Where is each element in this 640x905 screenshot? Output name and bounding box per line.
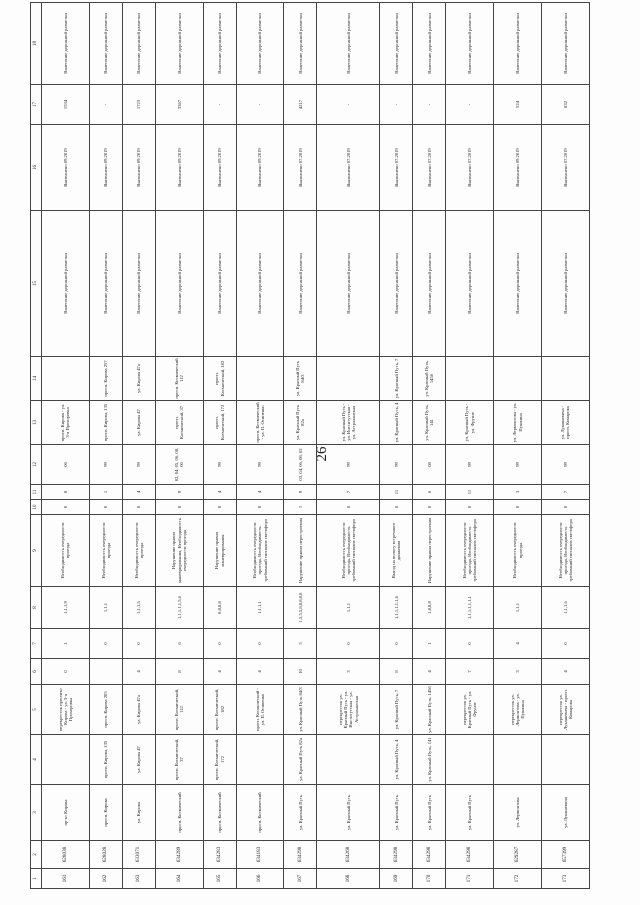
table-cell-to: просп. Космический, 112 (155, 685, 203, 735)
table-cell-c12: 99 (89, 445, 122, 485)
table-cell-to: перекресток проспект Кирова - ул. 3-я Прохоровка (42, 685, 90, 735)
table-cell-c12: 99 (494, 445, 542, 485)
table-cell-to: перекресток ул. Лукашевича - просп. Комарова (541, 685, 589, 735)
table-cell-c15 (317, 357, 380, 401)
table-cell-c18: - (446, 85, 494, 125)
column-number-row (31, 3, 42, 889)
table-cell-code: 634183 (236, 841, 284, 869)
table-cell-c7: 0 (236, 629, 284, 659)
table-cell-c12: 03, 04, 06, 08, 02 (284, 445, 317, 485)
table-cell-c16: Нанесение дорожной разметки (494, 211, 542, 357)
table-cell-name: ул. Красный Путь (380, 785, 413, 841)
table-cell-c7: 0 (203, 629, 236, 659)
table-cell-c16: Нанесение дорожной разметки (122, 211, 155, 357)
table-cell-c14: просп. Космический, 172 (203, 401, 236, 445)
table-cell-c18: 524 (494, 85, 542, 125)
page-number: 26 (314, 446, 330, 462)
col-num: 9 (31, 515, 42, 587)
table-cell-c19: Нанесение дорожной разметки (380, 3, 413, 85)
table-cell-c9: Необходимость очередности проезда, Необходимость требований сигналов светофора (446, 515, 494, 587)
col-num: 1 (31, 869, 42, 889)
table-cell-c17: Выполнено 07.2019 (446, 125, 494, 211)
table-cell-c11: 9 (155, 485, 203, 500)
table-cell-n: 162 (89, 869, 122, 889)
table-cell-c15: просп. Космический, 182 (203, 357, 236, 401)
table-cell-name: просп. Космический (236, 785, 284, 841)
table-cell-c17: Выполнено 09.2019 (236, 125, 284, 211)
table-cell-c15 (446, 357, 494, 401)
table-cell-c6: 8 (155, 659, 203, 685)
table-cell-c11: 11 (380, 485, 413, 500)
table-cell-c12: 08 (413, 445, 446, 485)
table-cell-c16: Нанесение дорожной разметки (203, 211, 236, 357)
table-row (317, 3, 380, 889)
table-cell-c6: 8 (380, 659, 413, 685)
table-cell-c17: Выполнено 07.2019 (380, 125, 413, 211)
table-cell-c14: просп. Кирова, 135 (89, 401, 122, 445)
table-cell-n: 164 (155, 869, 203, 889)
table-cell-n: 166 (236, 869, 284, 889)
col-num: 17 (31, 85, 42, 125)
table-cell-c17: Выполнено 07.2019 (284, 125, 317, 211)
table-cell-to: перекресток ул. Красный Путь - ул. Фрунзе (446, 685, 494, 735)
table-cell-n: 163 (122, 869, 155, 889)
table-cell-c10: 0 (236, 500, 284, 515)
table-cell-c12: 06 (42, 445, 90, 485)
table-cell-c8: 1,1,1 (494, 587, 542, 629)
table-cell-c16: Нанесение дорожной разметки (380, 211, 413, 357)
table-cell-c10: 0 (446, 500, 494, 515)
table-cell-name: ул. Красный Путь (413, 785, 446, 841)
table-cell-c12: 99 (317, 445, 380, 485)
table-row (155, 3, 203, 889)
col-num: 12 (31, 445, 42, 485)
table-row (380, 3, 413, 889)
table-cell-c12: 99 (236, 445, 284, 485)
table-cell-c18: 832 (541, 85, 589, 125)
table-cell-c19: Нанесение дорожной разметки (413, 3, 446, 85)
table-cell-c9: Выезд на полосу встречного движения (380, 515, 413, 587)
table-cell-c10: 0 (89, 500, 122, 515)
table-cell-c12: 99 (446, 445, 494, 485)
table-cell-code: 634298 (446, 841, 494, 869)
table-cell-c15 (236, 357, 284, 401)
table-cell-c10: 0 (155, 500, 203, 515)
table-cell-c19: Нанесение дорожной разметки (284, 3, 317, 85)
table-cell-c14: ул. Красный Путь, 141 (413, 401, 446, 445)
table-cell-c19: Нанесение дорожной разметки (89, 3, 122, 85)
table-cell-n: 169 (380, 869, 413, 889)
col-num: 10 (31, 500, 42, 515)
table-cell-c6: 3 (317, 659, 380, 685)
table-cell-from: просп. Кирова, 135 (89, 735, 122, 785)
table-cell-c11: 7 (317, 485, 380, 500)
table-body (31, 3, 590, 889)
table-cell-c9: Необходимость очередности проезда (494, 515, 542, 587)
table-cell-c15: просп. Кирова 257 (89, 357, 122, 401)
table-cell-c10: 0 (42, 500, 90, 515)
table-cell-c9: Необходимость очередности проезда, Необходимость требований сигналов светофора (317, 515, 380, 587)
table-cell-c19: Нанесение дорожной разметки (42, 3, 90, 85)
rotated-table-wrapper (30, 7, 590, 889)
table-cell-c11: 1 (89, 485, 122, 500)
table-cell-c8: 1,5,5,5,8,8,8,8,8 (284, 587, 317, 629)
table-cell-name: ул. Красный Путь (284, 785, 317, 841)
table-cell-name: ул. Красный Путь (446, 785, 494, 841)
table-row (284, 3, 317, 889)
table-cell-c15: ул. Красный Путь, 7 (380, 357, 413, 401)
table-cell-name: просп. Кирова (89, 785, 122, 841)
table-cell-c11: 11 (446, 485, 494, 500)
table-cell-c15 (42, 357, 90, 401)
table-cell-c18: - (236, 85, 284, 125)
table-cell-to: просп. Космический - ул. П. Осипенко (236, 685, 284, 735)
col-num: 16 (31, 125, 42, 211)
table-cell-c16: Нанесение дорожной разметки (284, 211, 317, 357)
table-cell-c12: 02, 04, 05, 06, 08, 00 (155, 445, 203, 485)
table-cell-to: перекресток ул. Красный Путь - ул. Институтская - ул. Астраханская (317, 685, 380, 735)
table-cell-name: ул. Лукашевича (541, 785, 589, 841)
col-num: 2 (31, 841, 42, 869)
table-cell-c16: Нанесение дорожной разметки (317, 211, 380, 357)
table-cell-c10: 0 (122, 500, 155, 515)
table-cell-n: 171 (446, 869, 494, 889)
table-cell-c7: 1 (42, 629, 90, 659)
table-cell-from: ул. Красный Путь, 4 (380, 735, 413, 785)
table-cell-name: просп. Космический (203, 785, 236, 841)
table-cell-code: 628038 (42, 841, 90, 869)
table-cell-c8: 1,1,1,6 (541, 587, 589, 629)
table-cell-name: ул. Красный Путь (317, 785, 380, 841)
table-cell-c17: Выполнено 07.2019 (413, 125, 446, 211)
col-num: 5 (31, 685, 42, 735)
table-cell-c9: Необходимость очередности проезда (42, 515, 90, 587)
table-cell-c6: 7 (446, 659, 494, 685)
table-cell-c18: - (317, 85, 380, 125)
table-cell-n: 167 (284, 869, 317, 889)
table-cell-n: 168 (317, 869, 380, 889)
table-cell-c18: - (203, 85, 236, 125)
table-cell-c12: 99 (122, 445, 155, 485)
col-num: 15 (31, 211, 42, 357)
table-cell-c14: просп. Космический, 37 (155, 401, 203, 445)
table-row (203, 3, 236, 889)
table-cell-c17: Выполнено 09.2019 (203, 125, 236, 211)
table-cell-c12: 99 (541, 445, 589, 485)
table-cell-c19: Нанесение дорожной разметки (122, 3, 155, 85)
table-cell-c9: Нарушение правил перестроения (413, 515, 446, 587)
table-cell-c7: 0 (380, 629, 413, 659)
table-row (89, 3, 122, 889)
table-cell-c18: 1534 (42, 85, 90, 125)
table-cell-c6 (89, 659, 122, 685)
col-num: 14 (31, 357, 42, 401)
table-cell-c11: 7 (541, 485, 589, 500)
table-cell-name: ул. Лермонтова (494, 785, 542, 841)
table-cell-c15: ул. Кирова 47а (122, 357, 155, 401)
table-cell-n: 173 (541, 869, 589, 889)
table-cell-code: 629287 (494, 841, 542, 869)
table-cell-c16: Нанесение дорожной разметки (89, 211, 122, 357)
table-cell-name: просп. Космический (155, 785, 203, 841)
table-cell-from: просп. Космический, 172 (203, 735, 236, 785)
table-cell-c14: ул. Красный Путь, 4 (380, 401, 413, 445)
table-cell-c11: 4 (122, 485, 155, 500)
table-cell-c11: 9 (284, 485, 317, 500)
table-cell-c18: - (380, 85, 413, 125)
table-cell-c10: 0 (203, 500, 236, 515)
table-cell-c19: Нанесение дорожной разметки (541, 3, 589, 85)
table-cell-from: просп. Космический, 37 (155, 735, 203, 785)
table-cell-c17: Выполнено 07.2019 (541, 125, 589, 211)
table-cell-c7: 4 (494, 629, 542, 659)
table-cell-c10: 0 (541, 500, 589, 515)
table-cell-to: просп. Кирова 205 (89, 685, 122, 735)
table-cell-c14: ул. Красный Путь - ул. Фрунзе (446, 401, 494, 445)
table-cell-to: ул. Красный Путь 84/3 (284, 685, 317, 735)
table-cell-c16: Нанесение дорожной разметки (42, 211, 90, 357)
table-cell-c17: Выполнено 09.2019 (42, 125, 90, 211)
table-cell-c19: Нанесение дорожной разметки (494, 3, 542, 85)
table-cell-c19: Нанесение дорожной разметки (203, 3, 236, 85)
table-cell-from: ул. Красный Путь, 141 (413, 735, 446, 785)
table-cell-c15: ул. Красный Путь 84/3 (284, 357, 317, 401)
table-cell-c12: 99 (380, 445, 413, 485)
table-cell-c10: 0 (380, 500, 413, 515)
table-cell-c8: 1,1,1 (89, 587, 122, 629)
table-cell-code: 634283 (203, 841, 236, 869)
table-cell-c6: 4 (236, 659, 284, 685)
table-cell-c16: Нанесение дорожной разметки (541, 211, 589, 357)
table-cell-from (446, 735, 494, 785)
col-num: 7 (31, 629, 42, 659)
table-cell-c17: Выполнено 09.2019 (155, 125, 203, 211)
table-cell-c8: 1,1,1,1 (236, 587, 284, 629)
table-cell-c14: просп. Кирова - ул. 3-я Прохоровка (42, 401, 90, 445)
table-cell-n: 170 (413, 869, 446, 889)
table-cell-c10: 0 (494, 500, 542, 515)
table-cell-c9: Необходимость очередности проезда (89, 515, 122, 587)
table-cell-n: 172 (494, 869, 542, 889)
col-num: 8 (31, 587, 42, 629)
table-cell-c11: 8 (42, 485, 90, 500)
table-cell-c6: 4 (413, 659, 446, 685)
table-row (413, 3, 446, 889)
table-cell-c19: Нанесение дорожной разметки (317, 3, 380, 85)
table-cell-c6: 10 (284, 659, 317, 685)
table-cell-c15: ул. Красный Путь, 145б (413, 357, 446, 401)
table-cell-c8: 1,1,1,1,1,1,1 (446, 587, 494, 629)
table-cell-c11: 6 (413, 485, 446, 500)
table-cell-c14: ул. Лермонтова - ул. Пушкина (494, 401, 542, 445)
table-cell-c8: 8,8,8,8 (203, 587, 236, 629)
table-cell-to: ул. Красный Путь, 7 (380, 685, 413, 735)
table-cell-code: 657399 (541, 841, 589, 869)
table-cell-from: ул. Кирова 47 (122, 735, 155, 785)
table-cell-c14: просп. Космический - ул. П. Осипенко (236, 401, 284, 445)
table-cell-c18: - (89, 85, 122, 125)
table-cell-c7: 0 (122, 629, 155, 659)
table-cell-c7: 1 (413, 629, 446, 659)
col-num: 13 (31, 401, 42, 445)
table-cell-c15: просп. Космический 112 (155, 357, 203, 401)
table-cell-c17: Выполнено 09.2019 (122, 125, 155, 211)
table-cell-n: 165 (203, 869, 236, 889)
table-cell-code: 633071 (122, 841, 155, 869)
table-cell-c10: 1 (284, 500, 317, 515)
table-cell-c18: 3367 (155, 85, 203, 125)
table-cell-code: 634289 (155, 841, 203, 869)
table-cell-c7: 0 (541, 629, 589, 659)
table-cell-c14: ул. Лукашевича - просп. Комарова (541, 401, 589, 445)
table-cell-code: 634298 (413, 841, 446, 869)
table-cell-code: 628028 (89, 841, 122, 869)
table-row (42, 3, 90, 889)
table-cell-c18: 4217 (284, 85, 317, 125)
table-cell-c19: Нанесение дорожной разметки (446, 3, 494, 85)
table-cell-c14: ул. Красный Путь - ул. Институтская - ул. Астраханская (317, 401, 380, 445)
table-cell-from (236, 735, 284, 785)
table-row (541, 3, 589, 889)
table-cell-c11: 3 (494, 485, 542, 500)
table-cell-code: 634268 (317, 841, 380, 869)
table-cell-c15 (494, 357, 542, 401)
table-cell-c8: 1,8,8,8 (413, 587, 446, 629)
table-cell-c17: Выполнено 09.2019 (494, 125, 542, 211)
table-cell-to: просп. Космический, 182 (203, 685, 236, 735)
table-cell-c19: Нанесение дорожной разметки (155, 3, 203, 85)
table-cell-c7: 0 (317, 629, 380, 659)
table-cell-from: ул. Красный Путь 82а (284, 735, 317, 785)
table-row (122, 3, 155, 889)
table-cell-to: ул. Кирова 47а (122, 685, 155, 735)
col-num: 6 (31, 659, 42, 685)
data-table (30, 2, 590, 889)
table-cell-c7: 6 (155, 629, 203, 659)
table-cell-name: ул. Кирова (122, 785, 155, 841)
table-cell-c7: 0 (446, 629, 494, 659)
table-cell-c6: 0 (42, 659, 90, 685)
table-cell-c19: Нанесение дорожной разметки (236, 3, 284, 85)
table-cell-from (317, 735, 380, 785)
table-cell-c16: Нанесение дорожной разметки (446, 211, 494, 357)
table-cell-c6: 4 (203, 659, 236, 685)
table-row (236, 3, 284, 889)
col-num: 4 (31, 735, 42, 785)
table-cell-to: ул. Красный Путь, 145б (413, 685, 446, 735)
table-cell-c18: - (413, 85, 446, 125)
table-cell-c9: Нарушение правил маневрирования, Необходимость очередности проезда (155, 515, 203, 587)
table-cell-to: перекресток ул. Лермонтова - ул. Пушкина (494, 685, 542, 735)
table-cell-c10: 0 (413, 500, 446, 515)
table-cell-c17: Выполнено 07.2019 (317, 125, 380, 211)
table-cell-c16: Нанесение дорожной разметки (236, 211, 284, 357)
table-cell-c8: 1,1,1,1,1,1,6 (380, 587, 413, 629)
table-cell-code: 634298 (380, 841, 413, 869)
table-row (494, 3, 542, 889)
table-cell-c8: 1,1,1,1,1,5,6 (155, 587, 203, 629)
table-cell-c14: ул. Красный Путь 82а (284, 401, 317, 445)
table-cell-c9: Необходимость очередности проезда (122, 515, 155, 587)
table-cell-from (541, 735, 589, 785)
table-cell-c12: 99 (203, 445, 236, 485)
col-num: 11 (31, 485, 42, 500)
table-cell-c8: 1,1,1,5 (122, 587, 155, 629)
table-cell-c8: 1,1,1 (317, 587, 380, 629)
table-cell-c16: Нанесение дорожной разметки (413, 211, 446, 357)
table-cell-from (494, 735, 542, 785)
table-row (446, 3, 494, 889)
table-cell-c16: Нанесение дорожной разметки (155, 211, 203, 357)
table-cell-name: пр-кт Кирова (42, 785, 90, 841)
col-num: 18 (31, 3, 42, 85)
table-cell-from (42, 735, 90, 785)
table-cell-c11: 4 (236, 485, 284, 500)
table-cell-c15 (541, 357, 589, 401)
table-cell-c9: Необходимость очередности проезда, Необходимость требований сигналов светофора (541, 515, 589, 587)
table-cell-code: 634298 (284, 841, 317, 869)
table-cell-c9: Нарушение правил маневрирования (203, 515, 236, 587)
table-cell-n: 161 (42, 869, 90, 889)
table-cell-c7: 0 (89, 629, 122, 659)
table-cell-c7: 5 (284, 629, 317, 659)
table-cell-c18: 1723 (122, 85, 155, 125)
table-cell-c8: 1,1,1,9 (42, 587, 90, 629)
table-cell-c17: Выполнено 09.2019 (89, 125, 122, 211)
table-cell-c14: ул. Кирова 47 (122, 401, 155, 445)
table-cell-c10: 0 (317, 500, 380, 515)
table-cell-c6: 4 (541, 659, 589, 685)
col-num: 3 (31, 785, 42, 841)
table-cell-c9: Нарушение правил перестроения (284, 515, 317, 587)
table-cell-c6: 4 (122, 659, 155, 685)
table-cell-c11: 4 (203, 485, 236, 500)
table-cell-c9: Необходимость очередности проезда, Необходимость требований сигналов светофора (236, 515, 284, 587)
table-cell-c6: 3 (494, 659, 542, 685)
